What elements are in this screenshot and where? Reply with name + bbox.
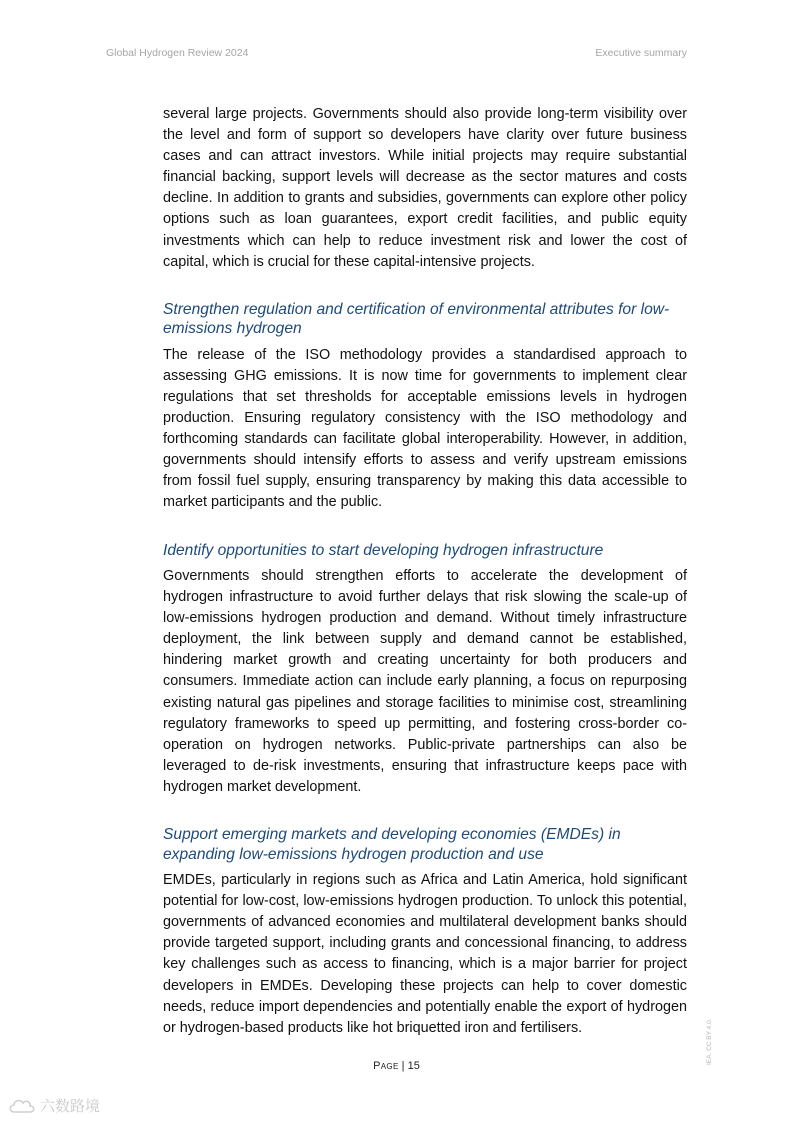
paragraph: EMDEs, particularly in regions such as Africa and Latin America, hold significant potential for low-cost, low-emissions hydrogen production. To unlock this potential, governments of advanced economies and multilateral development banks should provide targeted support, including grants and concessional financing, to address key challenges such as access to financing, which is a major barrier for project developers in EMDEs. Developing these projects can help to cover domestic needs, reduce import dependencies and potentially enable the export of hydrogen or hydrogen-based products like hot briquetted iron and fertilisers. [163, 872, 687, 1036]
page-number-footer [0, 1060, 793, 1072]
section-emdes-support [163, 825, 687, 1039]
section-heading: Support emerging markets and developing economies (EMDEs) in expanding low-emissions hydrogen production and use [163, 826, 621, 863]
page-number: 15 [407, 1060, 420, 1072]
paragraph: The release of the ISO methodology provides a standardised approach to assessing GHG emissions. It is now time for governments to implement clear regulations that set thresholds for acceptable emissions levels in hydrogen production. Ensuring regulatory consistency with the ISO methodology and forthcoming standards can facilitate global interoperability. However, in addition, governments should intensify efforts to assess and verify upstream emissions from fossil fuel supply, ensuring transparency by making this data accessible to market participants and the public. [163, 346, 687, 511]
paragraph: Governments should strengthen efforts to accelerate the development of hydrogen infrastructure to avoid further delays that risk slowing the scale-up of low-emissions hydrogen production and demand. Without timely infrastructure deployment, the link between supply and demand cannot be established, hindering market growth and creating uncertainty for both producers and consumers. Immediate action can include early planning, a focus on repurposing existing natural gas pipelines and storage facilities to minimise cost, streamlining regulatory frameworks to speed up permitting, and fostering cross-border co-operation on hydrogen networks. Public-private partnerships can also be leveraged to de-risk investments, ensuring that infrastructure keeps pace with hydrogen market development. [163, 568, 687, 795]
paragraph: several large projects. Governments should also provide long-term visibility over the level and form of support so developers have clarity over future business cases and can attract investors. While initial projects may require substantial financial backing, support levels will decrease as the sector matures and costs decline. In addition to grants and subsidies, governments can explore other policy options such as loan guarantees, export credit facilities, and public equity investments which can help to reduce investment risk and lower the cost of capital, which is crucial for these capital-intensive projects. [163, 106, 687, 270]
license-note: IEA. CC BY 4.0. [706, 1018, 713, 1065]
running-header-title: Global Hydrogen Review 2024 [106, 47, 249, 59]
page-content [163, 104, 687, 1039]
section-heading: Strengthen regulation and certification of environmental attributes for low-emissions hydrogen [163, 300, 670, 338]
section-heading: Identify opportunities to start developing hydrogen infrastructure [163, 541, 604, 559]
watermark-text: 六数路境 [40, 1098, 101, 1115]
cloud-logo-icon [8, 1097, 36, 1115]
section-hydrogen-infrastructure [163, 541, 687, 799]
running-header-section: Executive summary [595, 47, 687, 59]
watermark [8, 1095, 100, 1116]
page-label: Page [373, 1060, 399, 1072]
page-separator: | [401, 1060, 405, 1072]
section-regulation-certification [163, 300, 687, 514]
